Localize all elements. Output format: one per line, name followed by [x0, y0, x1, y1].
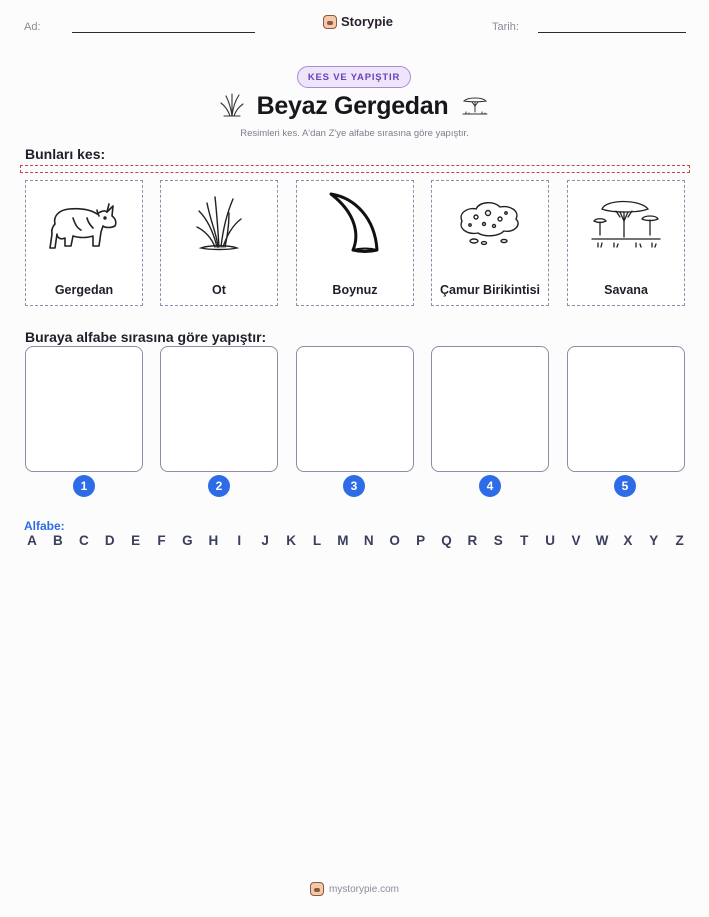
paste-box-3[interactable]	[296, 346, 414, 472]
alphabet-letter: Q	[441, 533, 452, 548]
card-label: Boynuz	[332, 283, 378, 297]
alphabet-letter: R	[467, 533, 478, 548]
page-title	[0, 92, 709, 121]
title-text: Beyaz Gergedan	[256, 92, 449, 120]
savanna-decor-icon	[460, 92, 490, 118]
grass-decor-icon	[219, 92, 245, 118]
cut-card-savanna[interactable]	[567, 180, 685, 306]
card-label: Çamur Birikintisi	[439, 283, 541, 297]
alphabet-letter: B	[53, 533, 63, 548]
alphabet-letter: W	[595, 533, 609, 548]
cut-card-grass[interactable]	[160, 180, 278, 306]
card-label: Savana	[604, 283, 648, 297]
alphabet-letter: N	[363, 533, 374, 548]
alphabet-letter: J	[261, 533, 269, 548]
cut-card-horn[interactable]	[296, 180, 414, 306]
savanna-icon	[590, 193, 662, 253]
name-field[interactable]	[72, 32, 255, 33]
alphabet-letter: C	[78, 533, 89, 548]
alphabet-letter: F	[157, 533, 166, 548]
alphabet-letter: U	[545, 533, 555, 548]
name-label: Ad:	[24, 21, 41, 33]
cut-card-rhino[interactable]	[25, 180, 143, 306]
alphabet-letter: S	[493, 533, 503, 548]
cut-heading: Bunları kes:	[25, 146, 106, 162]
storypie-logo-icon	[310, 882, 324, 896]
alphabet-row	[24, 533, 688, 548]
alphabet-letter: M	[337, 533, 349, 548]
alphabet-letter: H	[208, 533, 219, 548]
paste-box-4[interactable]	[431, 346, 549, 472]
alphabet-letter: V	[571, 533, 581, 548]
alphabet-letter: L	[312, 533, 322, 548]
grass-icon	[191, 191, 247, 255]
alphabet-letter: T	[520, 533, 529, 548]
date-field[interactable]	[538, 32, 686, 33]
storypie-logo-icon	[323, 15, 337, 29]
alphabet-letter: P	[416, 533, 426, 548]
paste-box-5[interactable]	[567, 346, 685, 472]
alphabet-letter: G	[182, 533, 193, 548]
brand-name: Storypie	[341, 14, 394, 29]
paste-box-2[interactable]	[160, 346, 278, 472]
paste-box-1[interactable]	[25, 346, 143, 472]
alphabet-letter: K	[286, 533, 296, 548]
rhino-icon	[47, 194, 121, 252]
horn-icon	[325, 190, 385, 256]
slot-number: 3	[343, 475, 365, 497]
slot-number: 5	[614, 475, 636, 497]
alphabet-label: Alfabe:	[24, 519, 65, 533]
cut-card-mud[interactable]	[431, 180, 549, 306]
alphabet-letter: X	[623, 533, 633, 548]
instructions: Resimleri kes. A'dan Z'ye alfabe sırasına göre yapıştır.	[240, 128, 469, 139]
slot-number: 2	[208, 475, 230, 497]
date-label: Tarih:	[492, 21, 519, 33]
slot-number: 1	[73, 475, 95, 497]
brand-logo	[323, 14, 393, 29]
alphabet-letter: O	[389, 533, 400, 548]
alphabet-letter: E	[131, 533, 141, 548]
footer	[0, 882, 709, 896]
footer-site[interactable]: mystorypie.com	[328, 883, 399, 895]
slot-number: 4	[479, 475, 501, 497]
activity-badge: KES VE YAPIŞTIR	[297, 66, 411, 88]
card-label: Gergedan	[54, 283, 114, 297]
cut-line	[20, 165, 690, 173]
alphabet-letter: I	[237, 533, 242, 548]
alphabet-letter: A	[27, 533, 37, 548]
card-label: Ot	[212, 283, 226, 297]
alphabet-letter: Z	[675, 533, 684, 548]
alphabet-letter: Y	[649, 533, 659, 548]
alphabet-letter: D	[104, 533, 115, 548]
paste-heading: Buraya alfabe sırasına göre yapıştır:	[25, 329, 267, 345]
mud-puddle-icon	[454, 197, 526, 249]
